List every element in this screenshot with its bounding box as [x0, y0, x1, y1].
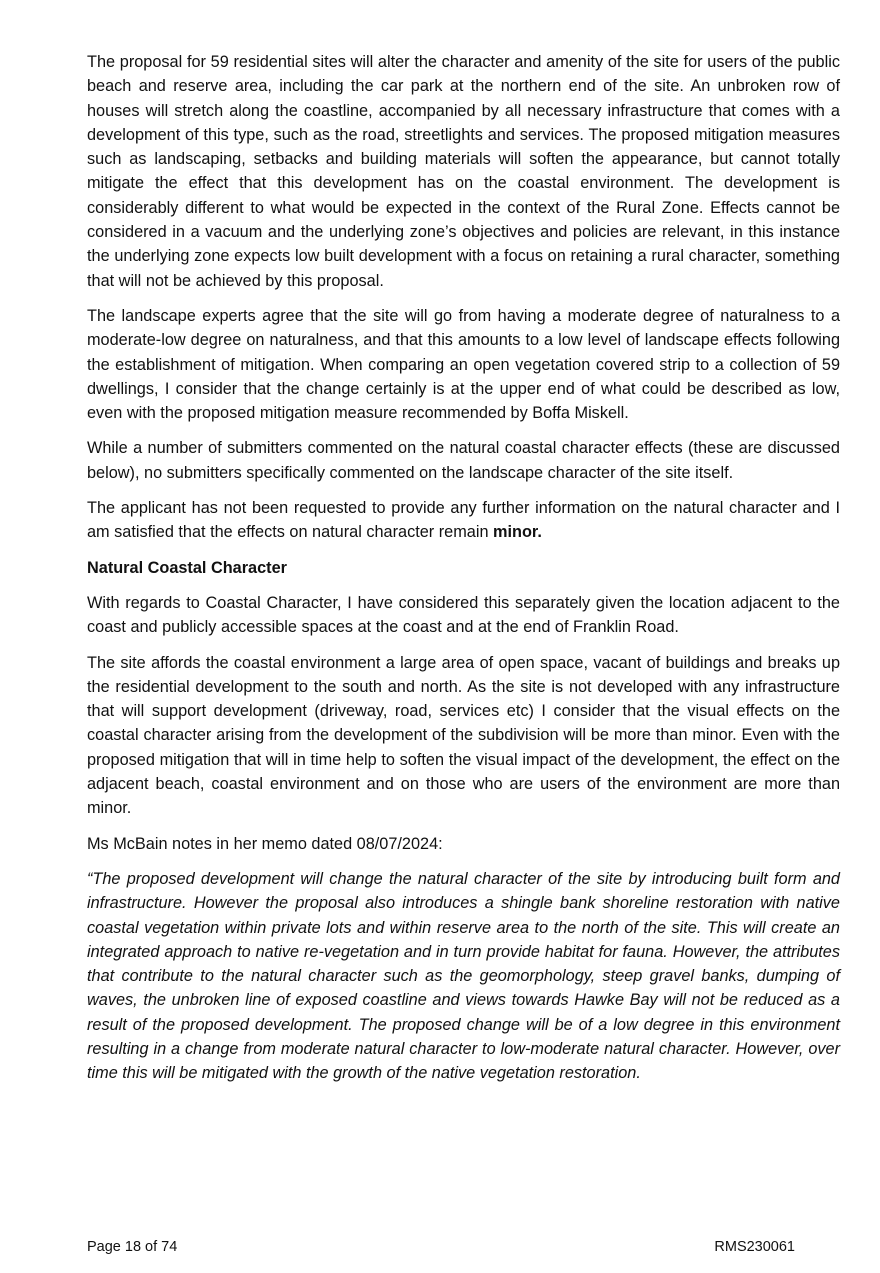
document-body	[87, 50, 840, 1097]
paragraph-applicant	[87, 496, 840, 545]
applicant-text: The applicant has not been requested to provide any further information on the natural character and I am satisfied that the effects on natural character remain	[87, 499, 840, 542]
paragraph-landscape-experts: The landscape experts agree that the site will go from having a moderate degree of naturalness to a moderate-low degree on naturalness, and that this amounts to a low level of landscape effects following the establishment of mitigation. When comparing an open vegetation covered strip to a collection of 59 dwellings, I consider that the change certainly is at the upper end of what could be described as low, even with the proposed mitigation measure recommended by Boffa Miskell.	[87, 306, 840, 423]
memo-quote: “The proposed development will change the natural character of the site by introducing built form and infrastructure. However the proposal also introduces a shingle bank shoreline restoration with native coastal vegetation within private lots and within reserve area to the north of the site. This will create an integrated approach to native re-vegetation and in turn provide habitat for fauna. However, the attributes that contribute to the natural character such as the geomorphology, steep gravel banks, dumping of waves, the unbroken line of exposed coastline and views towards Hawke Bay will not be reduced as a result of the proposed development. The proposed change will be of a low degree in this environment resulting in a change from moderate natural character to low-moderate natural character. However, over time this will be mitigated with the growth of the native vegetation restoration.	[87, 869, 840, 1083]
paragraph-memo-intro: Ms McBain notes in her memo dated 08/07/2024:	[87, 834, 443, 853]
applicant-conclusion: minor.	[493, 523, 542, 542]
paragraph-submitters: While a number of submitters commented on the natural coastal character effects (these are discussed below), no submitters specifically commented on the landscape character of the site itself.	[87, 439, 840, 482]
section-heading: Natural Coastal Character	[87, 558, 287, 577]
paragraph-coastal-character: With regards to Coastal Character, I have considered this separately given the location adjacent to the coast and publicly accessible spaces at the coast and at the end of Franklin Road.	[87, 593, 840, 637]
page-number: Page 18 of 74	[87, 1239, 178, 1255]
document-reference: RMS230061	[714, 1239, 795, 1255]
paragraph-site-open-space: The site affords the coastal environment a large area of open space, vacant of buildings and breaks up the residential development to the south and north. As the site is not developed with any infrastructure that will support development (driveway, road, services etc) I consider that the visual effects on the coastal character arising from the development of the subdivision will be more than minor. Even with the proposed mitigation that will in time help to soften the visual impact of the development, the effect on the adjacent beach, coastal environment and on those who are users of the environment are more than minor.	[87, 653, 840, 818]
paragraph-character-amenity: The proposal for 59 residential sites will alter the character and amenity of the site for users of the public beach and reserve area, including the car park at the northern end of the site. An unbroken row of houses will stretch along the coastline, accompanied by all necessary infrastructure that comes with a development of this type, such as the road, streetlights and services. The proposed mitigation measures such as landscaping, setbacks and building materials will soften the appearance, but cannot totally mitigate the effect that this development has on the coastal environment. The development is considerably different to what would be expected in the context of the Rural Zone. Effects cannot be considered in a vacuum and the underlying zone’s objectives and policies are relevant, in this instance the underlying zone expects low built development with a focus on retaining a rural character, something that will not be achieved by this proposal.	[87, 53, 840, 290]
